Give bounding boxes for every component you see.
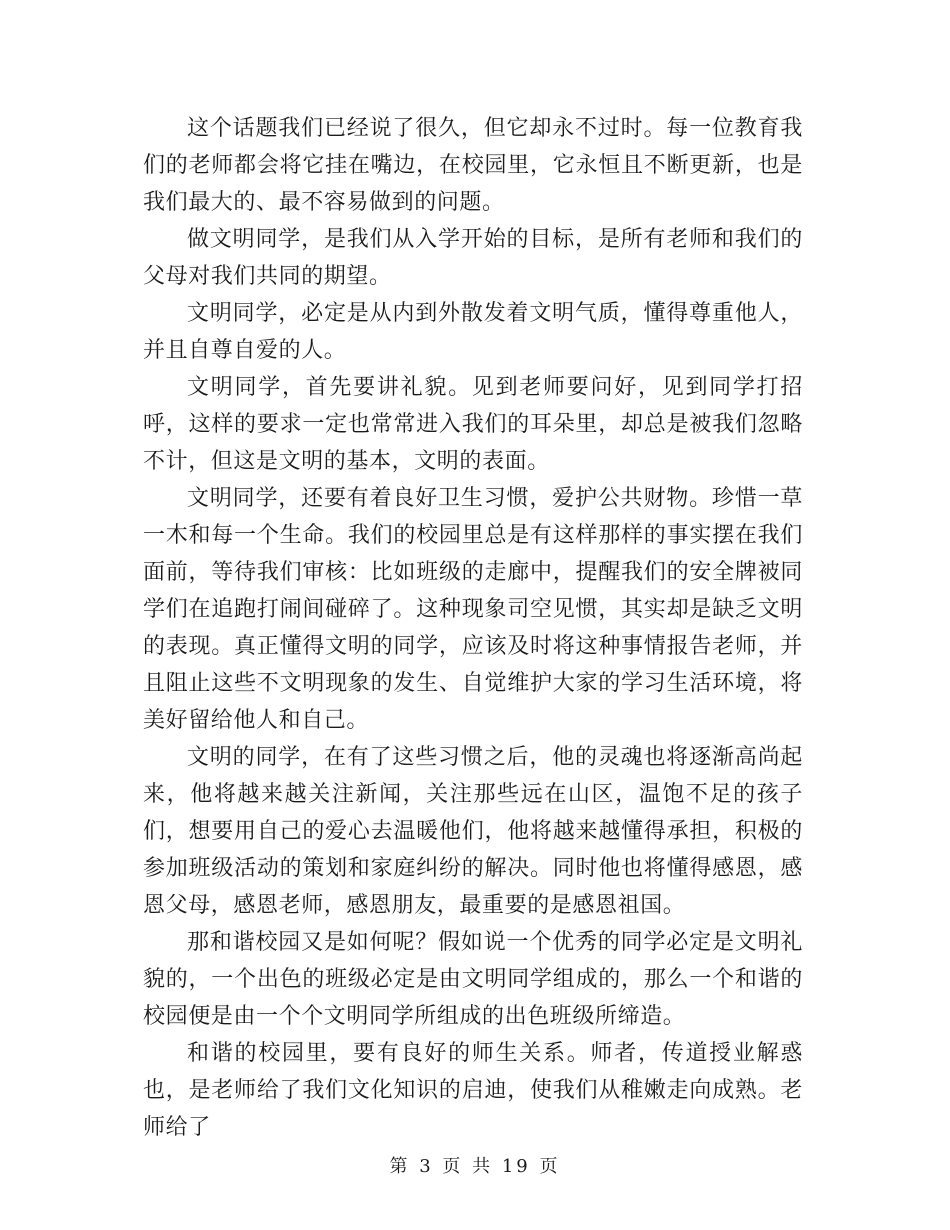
body-text	[143, 110, 803, 1146]
paragraph-5: 文明同学，还要有着良好卫生习惯，爱护公共财物。珍惜一草一木和每一个生命。我们的校园里总是有这样那样的事实摆在我们面前，等待我们审核：比如班级的走廊中，提醒我们的安全牌被同学们在追跑打闹间碰碎了。这种现象司空见惯，其实却是缺乏文明的表现。真正懂得文明的同学，应该及时将这种事情报告老师，并且阻止这些不文明现象的发生、自觉维护大家的学习生活环境，将美好留给他人和自己。	[143, 486, 803, 733]
paragraph-2: 做文明同学，是我们从入学开始的目标，是所有老师和我们的父母对我们共同的期望。	[143, 227, 803, 289]
paragraph-8: 和谐的校园里，要有良好的师生关系。师者，传道授业解惑也，是老师给了我们文化知识的启迪，使我们从稚嫩走向成熟。老师给了	[143, 1041, 803, 1140]
paragraph-4: 文明同学，首先要讲礼貌。见到老师要问好，见到同学打招呼，这样的要求一定也常常进入我们的耳朵里，却总是被我们忽略不计，但这是文明的基本，文明的表面。	[143, 375, 803, 474]
paragraph-7: 那和谐校园又是如何呢？假如说一个优秀的同学必定是文明礼貌的，一个出色的班级必定是由文明同学组成的，那么一个和谐的校园便是由一个个文明同学所组成的出色班级所缔造。	[143, 930, 803, 1029]
paragraph-6: 文明的同学，在有了这些习惯之后，他的灵魂也将逐渐高尚起来，他将越来越关注新闻，关注那些远在山区，温饱不足的孩子们，想要用自己的爱心去温暖他们，他将越来越懂得承担，积极的参加班级活动的策划和家庭纠纷的解决。同时他也将懂得感恩，感恩父母，感恩老师，感恩朋友，最重要的是感恩祖国。	[143, 745, 803, 918]
paragraph-1: 这个话题我们已经说了很久，但它却永不过时。每一位教育我们的老师都会将它挂在嘴边，在校园里，它永恒且不断更新，也是我们最大的、最不容易做到的问题。	[143, 116, 803, 215]
page-number-footer: 第 3 页 共 19 页	[389, 1156, 561, 1177]
paragraph-3: 文明同学，必定是从内到外散发着文明气质，懂得尊重他人，并且自尊自爱的人。	[143, 301, 803, 363]
